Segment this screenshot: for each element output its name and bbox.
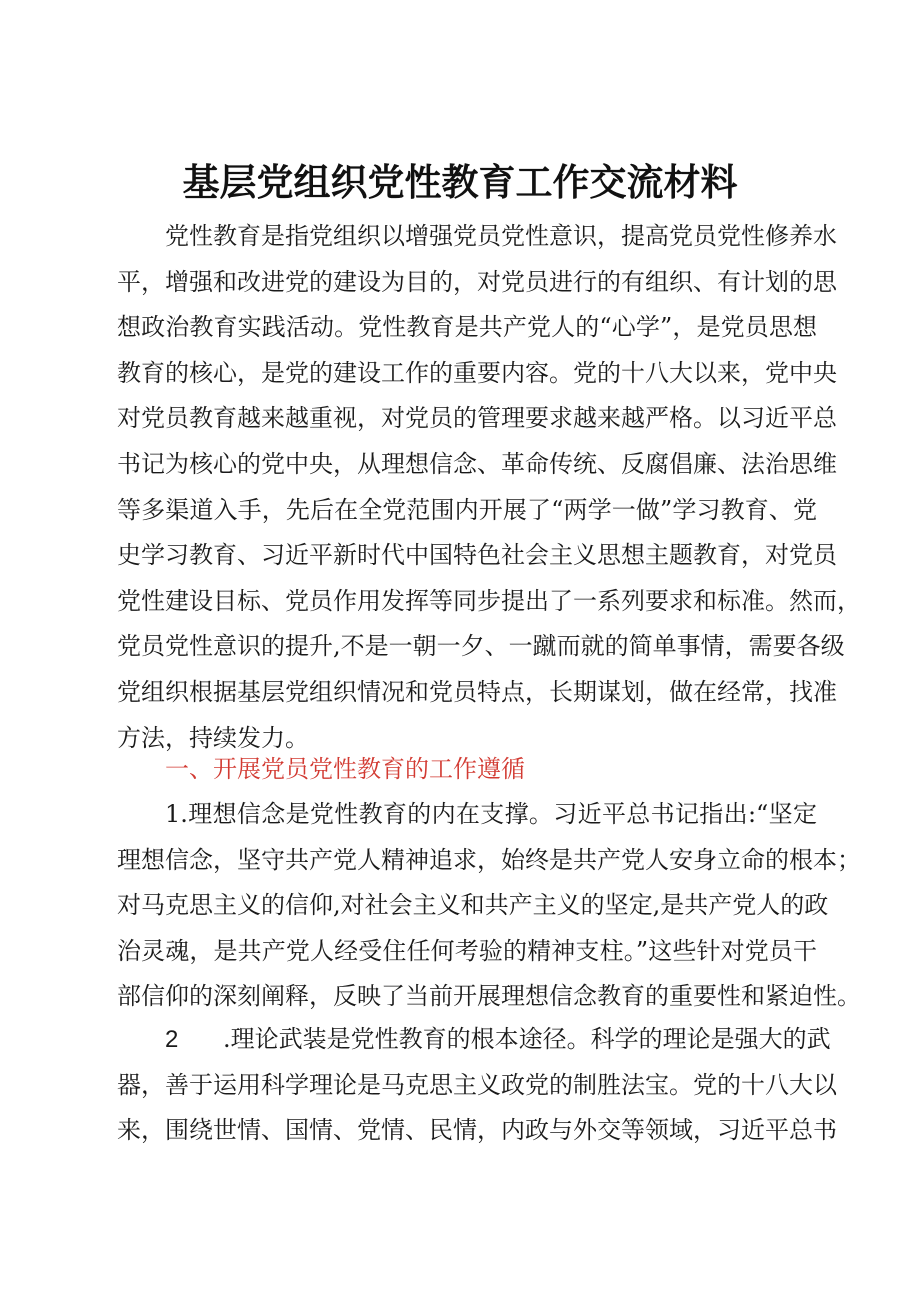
intro-line: 平，增强和改进党的建设为目的，对党员进行的有组织、有计划的思 xyxy=(117,267,837,296)
intro-line: 教育的核心，是党的建设工作的重要内容。党的十八大以来，党中央 xyxy=(117,358,837,387)
paragraph-line xyxy=(117,1017,831,1063)
document-title: 基层党组织党性教育工作交流材料 xyxy=(182,161,738,204)
paragraph-line: 1.理想信念是党性教育的内在支撑。习近平总书记指出:“坚定 xyxy=(165,800,817,828)
paragraph-line-text: .理论武装是党性教育的根本途径。科学的理论是强大的武 xyxy=(223,1025,831,1053)
paragraph-line: 对马克思主义的信仰,对社会主义和共产主义的坚定,是共产党人的政 xyxy=(117,891,829,920)
intro-line: 想政治教育实践活动。党性教育是共产党人的“心学”，是党员思想 xyxy=(117,313,817,342)
intro-line: 书记为核心的党中央，从理想信念、革命传统、反腐倡廉、法治思维 xyxy=(117,449,837,478)
intro-paragraph xyxy=(117,214,861,761)
intro-line: 党性教育是指党组织以增强党员党性意识，提高党员党性修养水 xyxy=(165,222,837,250)
intro-line: 党组织根据基层党组织情况和党员特点，长期谋划，做在经常，找准 xyxy=(117,677,837,706)
intro-line: 等多渠道入手，先后在全党范围内开展了“两学一做”学习教育、党 xyxy=(117,495,817,524)
paragraph-line: 治灵魂，是共产党人经受住任何考验的精神支柱。”这些针对党员干 xyxy=(117,936,817,965)
paragraph-2 xyxy=(117,1017,837,1154)
intro-line: 方法，持续发力。 xyxy=(117,723,309,752)
paragraph-line: 来，围绕世情、国情、党情、民情，内政与外交等领域，习近平总书 xyxy=(117,1116,837,1145)
section-heading-block xyxy=(117,747,817,793)
paragraph-line: 理想信念，坚守共产党人精神追求，始终是共产党人安身立命的根本； xyxy=(117,845,861,874)
section-heading: 一、开展党员党性教育的工作遵循 xyxy=(165,755,525,783)
paragraph-line: 器，善于运用科学理论是马克思主义政党的制胜法宝。党的十八大以 xyxy=(117,1070,837,1099)
intro-line: 对党员教育越来越重视，对党员的管理要求越来越严格。以习近平总 xyxy=(117,404,837,433)
intro-line: 党员党性意识的提升,不是一朝一夕、一蹴而就的简单事情，需要各级 xyxy=(117,632,845,661)
intro-line: 史学习教育、习近平新时代中国特色社会主义思想主题教育，对党员 xyxy=(117,541,837,570)
intro-line: 党性建设目标、党员作用发挥等同步提出了一系列要求和标准。然而， xyxy=(117,586,861,615)
paragraph-1 xyxy=(117,792,861,1020)
paragraph-line: 部信仰的深刻阐释，反映了当前开展理想信念教育的重要性和紧迫性。 xyxy=(117,982,861,1011)
paragraph-number: 2 xyxy=(165,1026,179,1053)
